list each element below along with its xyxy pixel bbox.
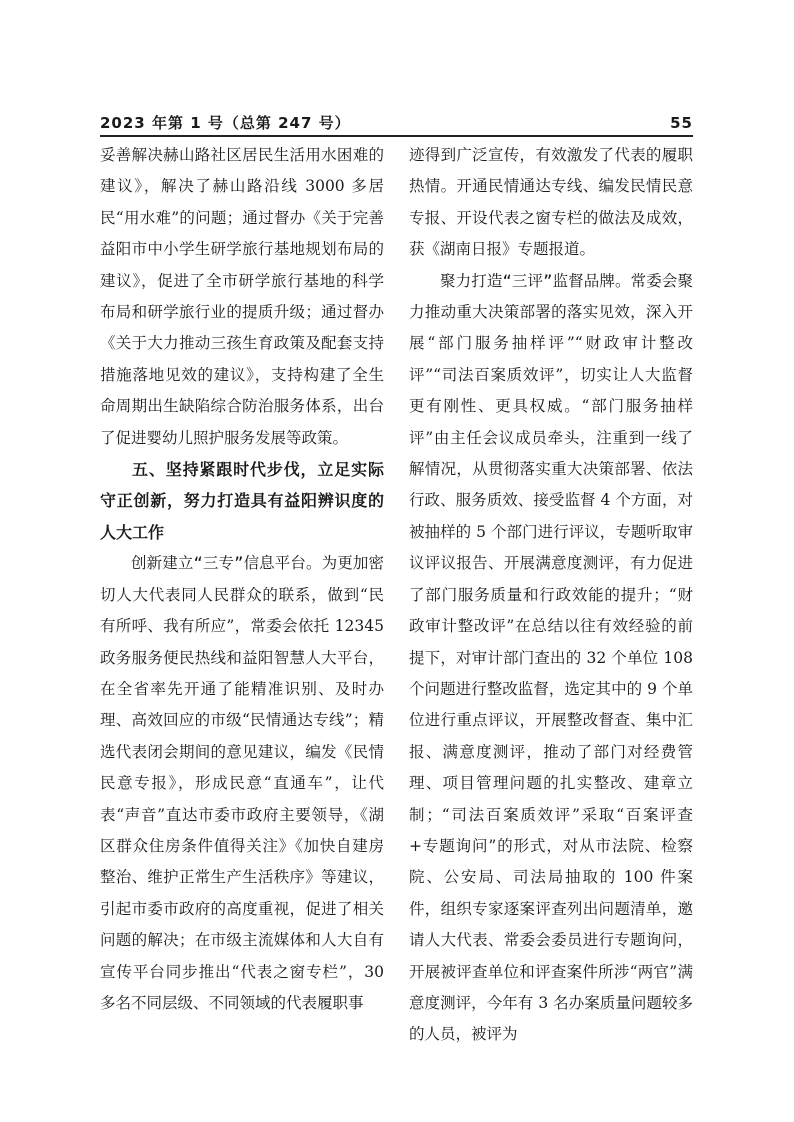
paragraph-lead: 聚力打造“三评”监督品牌。 xyxy=(440,271,631,290)
issue-label: 2023 年第 1 号（总第 247 号） xyxy=(100,114,351,132)
paragraph-continued: 迹得到广泛宣传，有效激发了代表的履职热情。开通民情通达专线、编发民情民意专报、开设代表之窗专栏的做法及成效，获《湖南日报》专题报道。 xyxy=(409,146,693,259)
header-rule xyxy=(100,135,693,137)
page-number: 55 xyxy=(670,114,693,132)
paragraph-sanping xyxy=(409,266,693,1051)
right-column xyxy=(409,140,693,1051)
paragraph-body: 为更加密切人大代表同人民群众的联系，做到“民有所呼、我有所应”，常委会依托 12345 政务服务便民热线和益阳智慧人大平台，在全省率先开通了能精准识别、及时办理、高效回应的市级“民情通达专线”；精选代表闭会期间的意见建议，编发《民情民意专报》，形成民意“直通车”，让代表“声音”直达市委市政府主要领导，《湖区群众住房条件值得关注》《加快自建房整治、维护正常生产生活秩序》等建议，引起市委市政府的高度重视，促进了相关问题的解决；在市级主流媒体和人大自有宣传平台同步推出“代表之窗专栏”，30 多名不同层级、不同领域的代表履职事 xyxy=(100,554,384,1012)
paragraph-lead: 创新建立“三专”信息平台。 xyxy=(131,554,322,573)
paragraph-sanzhuan xyxy=(100,548,384,1019)
left-column xyxy=(100,140,384,1019)
paragraph-continued: 妥善解决赫山路社区居民生活用水困难的建议》，解决了赫山路沿线 3000 多居民“用水难”的问题；通过督办《关于完善益阳市中小学生研学旅行基地规划布局的建议》，促进了全市研学旅行基地的科学布局和研学旅行业的提质升级；通过督办《关于大力推动三孩生育政策及配套支持措施落地见效的建议》，支持构建了全生命周期出生缺陷综合防治服务体系，出台了促进婴幼儿照护服务发展等政策。 xyxy=(100,146,384,447)
running-header xyxy=(100,112,693,134)
paragraph-body: 常委会聚力推动重大决策部署的落实见效，深入开展“部门服务抽样评”“财政审计整改评”“司法百案质效评”，切实让人大监督更有刚性、更具权威。“部门服务抽样评”由主任会议成员牵头，注重到一线了解情况，从贯彻落实重大决策部署、依法行政、服务质效、接受监督 4 个方面，对被抽样的 5 个部门进行评议，专题听取审议评议报告、开展满意度测评，有力促进了部门服务质量和行政效能的提升；“财政审计整改评”在总结以往有效经验的前提下，对审计部门查出的 32 个单位 108 个问题进行整改监督，选定其中的 9 个单位进行重点评议，开展整改督查、集中汇报、满意度测评，推动了部门对经费管理、项目管理问题的扎实整改、建章立制；“司法百案质效评”采取“百案评查+专题询问”的形式，对从市法院、检察院、公安局、司法局抽取的 100 件案件，组织专家逐案评查列出问题清单，邀请人大代表、常委会委员进行专题询问，开展被评查单位和评查案件所涉“两官”满意度测评，今年有 3 名办案质量问题较多的人员，被评为 xyxy=(409,271,693,1044)
section-heading: 五、坚持紧跟时代步伐，立足实际守正创新，努力打造具有益阳辨识度的人大工作 xyxy=(100,460,384,542)
